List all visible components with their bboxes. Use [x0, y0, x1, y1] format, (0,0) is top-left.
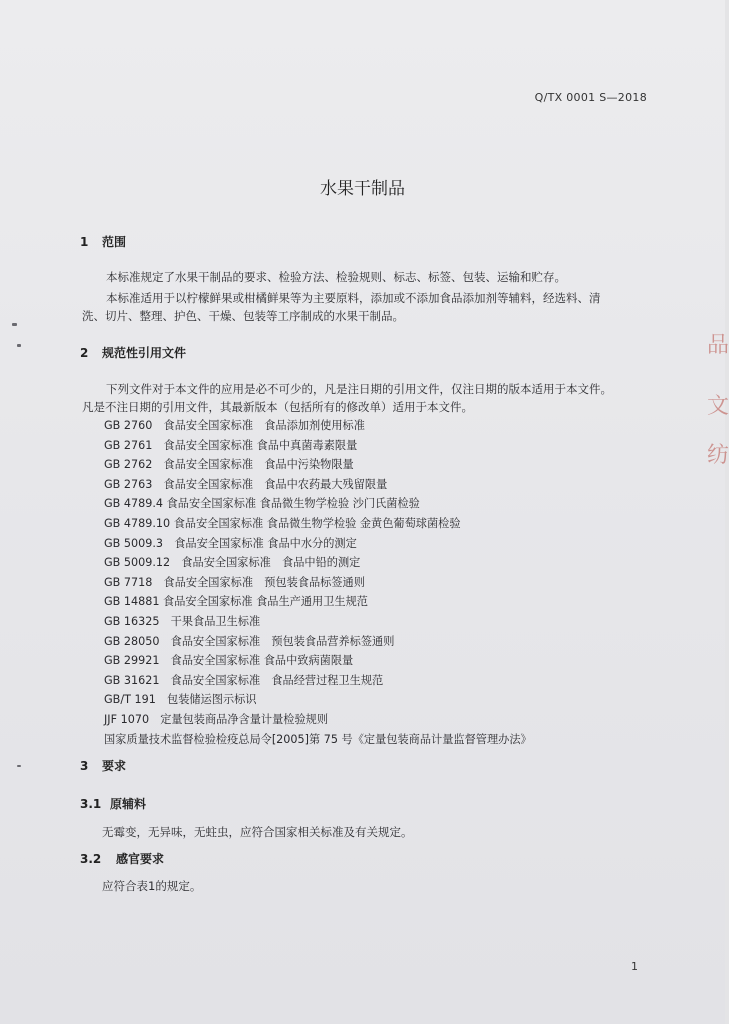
- section-number: 1: [80, 235, 89, 249]
- standard-code: Q/TX 0001 S—2018: [534, 91, 647, 104]
- scan-speck: [17, 344, 21, 347]
- section-1-heading: [80, 233, 126, 250]
- stamp-char: 品: [706, 333, 729, 358]
- reference-item: 国家质量技术监督检验检疫总局令[2005]第 75 号《定量包装商品计量监督管理办法》: [104, 732, 532, 746]
- reference-item: JJF 1070 定量包装商品净含量计量检验规则: [104, 712, 329, 726]
- reference-item: GB 5009.3 食品安全国家标准 食品中水分的测定: [104, 536, 357, 550]
- section-title: 要求: [102, 759, 127, 773]
- reference-item: GB 2761 食品安全国家标准 食品中真菌毒素限量: [104, 438, 358, 452]
- section-number: 3.1: [80, 797, 102, 811]
- section-number: 3: [80, 759, 89, 773]
- sensory-requirements-text: 应符合表1的规定。: [102, 879, 202, 893]
- stamp-char: 纺: [706, 443, 729, 468]
- section-number: 3.2: [80, 852, 102, 866]
- scope-paragraph-2-line-1: 本标准适用于以柠檬鲜果或柑橘鲜果等为主要原料，添加或不添加食品添加剂等辅料，经选料、清: [106, 291, 601, 305]
- section-title: 范围: [102, 235, 127, 249]
- section-3-1-heading: [80, 795, 146, 812]
- raw-materials-text: 无霉变，无异味，无蛀虫，应符合国家相关标准及有关规定。: [102, 825, 413, 839]
- page-number: 1: [631, 960, 638, 973]
- reference-item: GB 14881 食品安全国家标准 食品生产通用卫生规范: [104, 595, 368, 609]
- reference-item: GB 2760 食品安全国家标准 食品添加剂使用标准: [104, 419, 365, 432]
- reference-item: GB 16325 干果食品卫生标准: [104, 614, 261, 628]
- section-title: 原辅料: [110, 797, 147, 811]
- section-title: 感官要求: [116, 852, 165, 866]
- document-title: 水果干制品: [320, 179, 405, 199]
- section-number: 2: [80, 346, 89, 360]
- reference-item: GB/T 191 包装储运图示标识: [104, 693, 257, 707]
- reference-item: GB 28050 食品安全国家标准 预包装食品营养标签通则: [104, 634, 395, 648]
- scan-speck: [12, 323, 17, 326]
- section-2-heading: [80, 344, 186, 361]
- section-3-heading: [80, 757, 126, 774]
- reference-item: GB 4789.10 食品安全国家标准 食品微生物学检验 金黄色葡萄球菌检验: [104, 516, 461, 530]
- seal-stamp-fragment: [707, 328, 729, 469]
- references-intro-line-1: 下列文件对于本文件的应用是必不可少的，凡是注日期的引用文件，仅注日期的版本适用于本文件。: [106, 382, 612, 396]
- reference-item: GB 5009.12 食品安全国家标准 食品中铅的测定: [104, 556, 361, 570]
- reference-item: GB 31621 食品安全国家标准 食品经营过程卫生规范: [104, 673, 384, 687]
- scope-paragraph-2-line-2: 洗、切片、整理、护色、干燥、包装等工序制成的水果干制品。: [82, 309, 404, 323]
- reference-item: GB 2763 食品安全国家标准 食品中农药最大残留限量: [104, 477, 388, 491]
- scan-speck: [17, 765, 21, 767]
- reference-item: GB 4789.4 食品安全国家标准 食品微生物学检验 沙门氏菌检验: [104, 497, 420, 511]
- reference-item: GB 7718 食品安全国家标准 预包装食品标签通则: [104, 575, 365, 589]
- section-3-2-heading: [80, 850, 164, 867]
- normative-references-list: [104, 416, 532, 749]
- stamp-char: 文: [706, 394, 729, 419]
- section-title: 规范性引用文件: [102, 346, 187, 360]
- scope-paragraph-1: 本标准规定了水果干制品的要求、检验方法、检验规则、标志、标签、包装、运输和贮存。: [106, 270, 566, 284]
- reference-item: GB 2762 食品安全国家标准 食品中污染物限量: [104, 458, 354, 472]
- references-intro-line-2: 凡是不注日期的引用文件，其最新版本（包括所有的修改单）适用于本文件。: [82, 400, 473, 414]
- reference-item: GB 29921 食品安全国家标准 食品中致病菌限量: [104, 654, 354, 668]
